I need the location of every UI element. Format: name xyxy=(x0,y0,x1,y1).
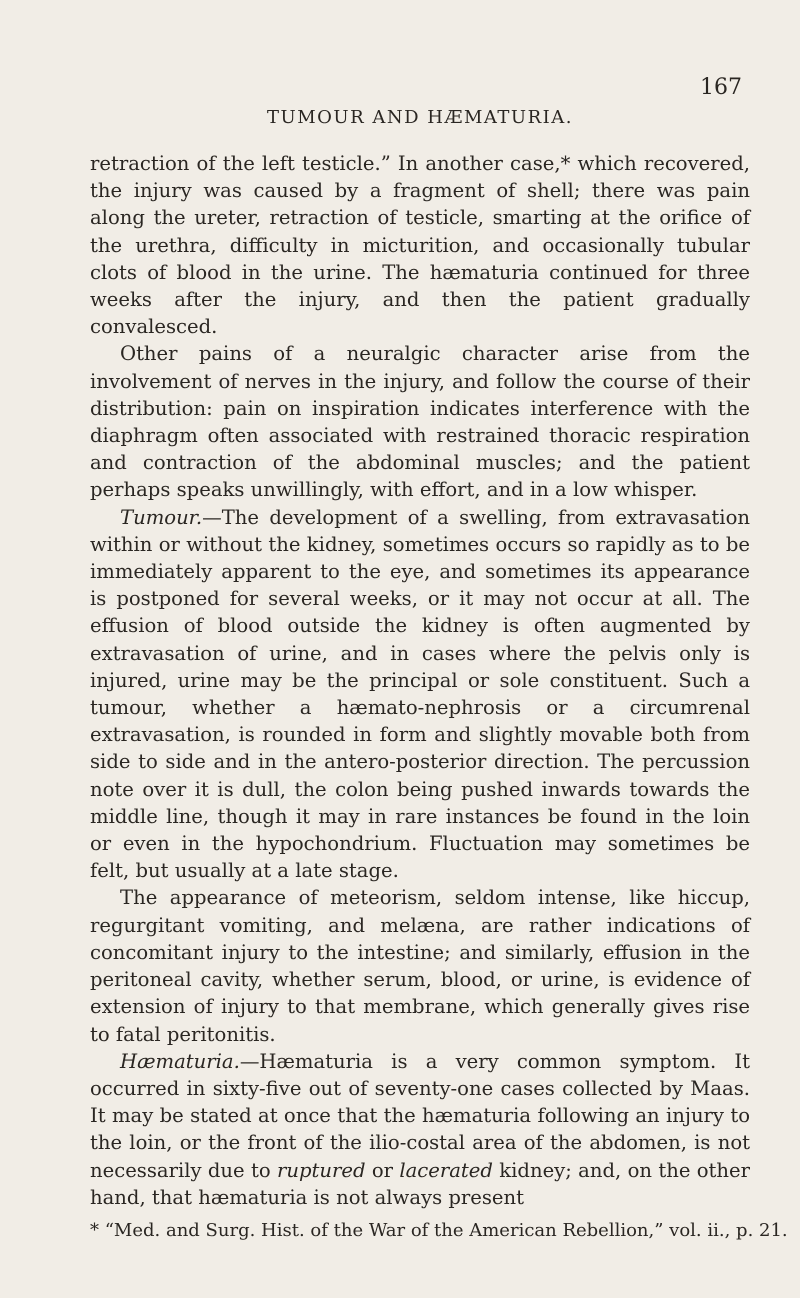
paragraph-text: or xyxy=(365,1158,400,1182)
paragraph: retraction of the left testicle.” In another case,* which recovered, the injury was caused by a fragment of shell; there was pain along the ureter, retraction of testicle, smarting at the orifice of the urethra, difficulty in micturition, and occasionally tubular clots of blood in the urine. The hæmaturia continued for three weeks after the injury, and then the patient gradually convalesced. xyxy=(90,152,750,339)
section-lead: Tumour. xyxy=(120,505,203,529)
paragraph-text: kidney; and, on the other hand, that hæmaturia is not always present xyxy=(90,1158,750,1209)
paragraph: Other pains of a neuralgic character arise from the involvement of nerves in the injury, and follow the course of their distribution: pain on inspiration indicates interference with the diaphragm often associated with restrained thoracic respiration and contraction of the abdominal muscles; and the patient perhaps speaks unwillingly, with effort, and in a low whisper. xyxy=(90,342,750,502)
running-head xyxy=(90,75,750,128)
footnote: * “Med. and Surg. Hist. of the War of the American Rebellion,” vol. ii., p. 21. xyxy=(90,1219,788,1241)
paragraph xyxy=(90,504,750,885)
page-number: 167 xyxy=(700,75,742,100)
paragraph xyxy=(90,1048,750,1211)
body-text xyxy=(90,150,750,1211)
book-page xyxy=(90,75,788,1275)
running-title: TUMOUR AND HÆMATURIA. xyxy=(267,107,573,128)
paragraph-text: —Hæmaturia is a very common symptom. It occurred in sixty-five out of seventy-one cases collected by Maas. It may be stated at once that the hæmaturia following an injury to the loin, or the front of the ilio-costal area of the abdomen, is not necessarily due to xyxy=(90,1049,750,1182)
paragraph-text: —The development of a swelling, from extravasation within or without the kidney, sometimes occurs so rapidly as to be immediately apparent to the eye, and sometimes its appearance is postponed for several weeks, or it may not occur at all. The effusion of blood outside the kidney is often augmented by extravasation of urine, and in cases where the pelvis only is injured, urine may be the principal or sole constituent. Such a tumour, whether a hæmato-nephrosis or a circumrenal extravasation, is rounded in form and slightly movable both from side to side and in the antero-posterior direction. The percussion note over it is dull, the colon being pushed inwards towards the middle line, though it may in rare instances be found in the loin or even in the hypochondrium. Fluctuation may sometimes be felt, but usually at a late stage. xyxy=(90,505,750,883)
emphasis: lacerated xyxy=(399,1158,493,1182)
paragraph: The appearance of meteorism, seldom intense, like hiccup, regurgitant vomiting, and melæna, are rather indications of concomitant injury to the intestine; and similarly, effusion in the peritoneal cavity, whether serum, blood, or urine, is evidence of extension of injury to that membrane, which generally gives rise to fatal peritonitis. xyxy=(90,886,750,1046)
section-lead: Hæmaturia. xyxy=(120,1049,240,1073)
emphasis: ruptured xyxy=(276,1158,366,1182)
